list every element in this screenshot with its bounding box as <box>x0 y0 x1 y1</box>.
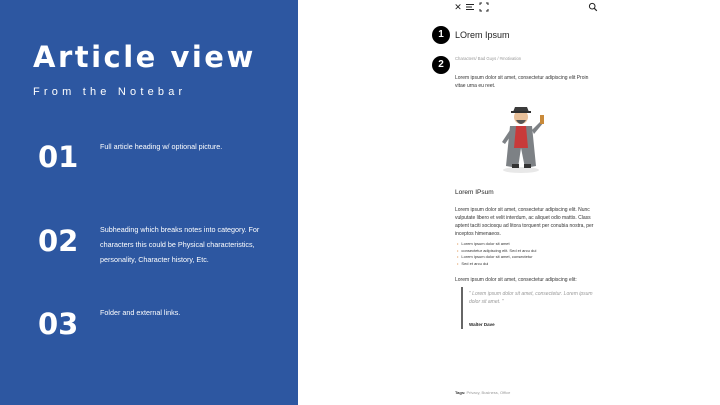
item-description-3: Folder and external links. <box>100 308 181 317</box>
quote-bar <box>461 287 463 329</box>
list-item: • Sed et arcu dui <box>463 261 536 268</box>
info-panel <box>0 0 298 405</box>
article-title: LOrem Ipsum <box>455 30 510 40</box>
item-number-3: 03 <box>38 307 79 341</box>
search-icon[interactable] <box>588 2 598 12</box>
item-number-1: 01 <box>38 140 79 174</box>
tags-line <box>455 390 510 395</box>
marker-2: 2 <box>432 56 450 74</box>
list-item: • Lorem ipsum dolor sit amet <box>463 241 536 248</box>
close-icon[interactable]: ✕ <box>454 2 462 12</box>
slide-subtitle: From the Notebar <box>33 86 187 98</box>
character-illustration <box>492 98 550 174</box>
tags-links[interactable]: Privacy, Business, Office <box>466 390 511 395</box>
list-item: • consectetur adipiscing elit. Sed et arcu dui <box>463 248 536 255</box>
list-item: • Lorem ipsum dolor sit amet, consectetur <box>463 254 536 261</box>
slide-title: Article view <box>33 40 256 74</box>
tags-label: Tags: <box>455 390 466 395</box>
article-subheading: Lorem IPsum <box>455 189 494 196</box>
article-body: Lorem ipsum dolor sit amet, consectetur adipiscing elit. Nunc vulputate libero et velit interdum, ac aliquet odio mattis. Class aptent taciti sociosqu ad litora torquent per conubia nostra, per inceptos himenaeos. <box>455 207 594 237</box>
breadcrumb[interactable]: Characters/ Bad Guys / #motivation <box>455 56 522 61</box>
item-description-1: Full article heading w/ optional picture. <box>100 142 223 151</box>
marker-1: 1 <box>432 26 450 44</box>
item-number-2: 02 <box>38 224 79 258</box>
item-description-2: Subheading which breaks notes into category. For characters this could be Physical characteristics, personality, Character history, Etc. <box>100 225 260 264</box>
bullet-list <box>463 241 536 267</box>
quote-author: Walter Dave <box>469 322 495 327</box>
menu-icon[interactable] <box>465 2 475 12</box>
block-quote: " Lorem ipsum dolor sit amet, consectetur. Lorem ipsum dolor sit amet. " <box>469 291 593 305</box>
expand-icon[interactable] <box>479 2 489 12</box>
article-intro: Lorem ipsum dolor sit amet, consectetur adipiscing elit Proin vitae urna eu reet. <box>455 75 589 89</box>
article-body-2: Lorem ipsum dolor sit amet, consectetur adipiscing elit: <box>455 277 577 283</box>
